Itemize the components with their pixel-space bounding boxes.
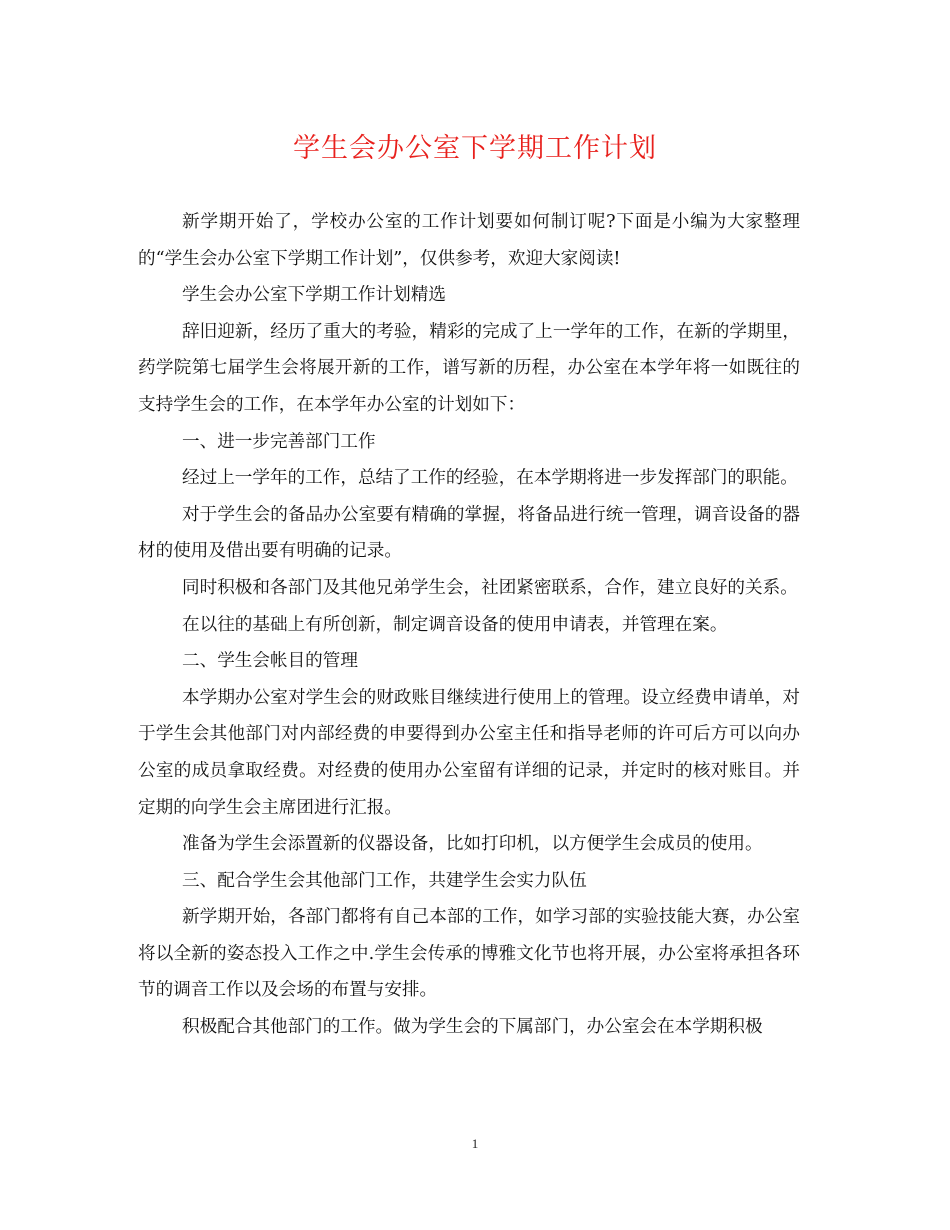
paragraph: 新学期开始，各部门都将有自己本部的工作，如学习部的实验技能大赛，办公室将以全新的姿态投入工作之中.学生会传承的博雅文化节也将开展，办公室将承担各环节的调音工作以及会场的布置与安排。 [138,907,800,1001]
paragraph: 同时积极和各部门及其他兄弟学生会，社团紧密联系，合作，建立良好的关系。 [182,577,798,598]
page-number: 1 [471,1136,479,1151]
paragraph: 本学期办公室对学生会的财政账目继续进行使用上的管理。设立经费申请单，对于学生会其他部门对内部经费的申要得到办公室主任和指导老师的许可后方可以向办公室的成员拿取经费。对经费的使用办公室留有详细的记录，并定时的核对账目。并定期的向学生会主席团进行汇报。 [138,687,800,818]
section-heading-1: 一、进一步完善部门工作 [182,431,376,452]
document-body [138,204,800,1046]
paragraph-intro: 新学期开始了，学校办公室的工作计划要如何制订呢?下面是小编为大家整理的“学生会办公室下学期工作计划”，仅供参考，欢迎大家阅读! [138,212,800,269]
document-title: 学生会办公室下学期工作计划 [293,133,657,164]
section-heading-2: 二、学生会帐目的管理 [182,651,358,672]
paragraph: 准备为学生会添置新的仪器设备，比如打印机，以方便学生会成员的使用。 [182,834,763,855]
paragraph: 经过上一学年的工作，总结了工作的经验，在本学期将进一步发挥部门的职能。 [182,468,798,489]
paragraph: 在以往的基础上有所创新，制定调音设备的使用申请表，并管理在案。 [182,614,728,635]
paragraph-preface: 辞旧迎新，经历了重大的考验，精彩的完成了上一学年的工作，在新的学期里，药学院第七届学生会将展开新的工作，谱写新的历程，办公室在本学年将一如既往的支持学生会的工作，在本学年办公室的计划如下： [138,321,800,415]
paragraph-subtitle: 学生会办公室下学期工作计划精选 [182,285,446,306]
paragraph: 对于学生会的备品办公室要有精确的掌握，将备品进行统一管理，调音设备的器材的使用及借出要有明确的记录。 [138,504,800,562]
paragraph: 积极配合其他部门的工作。做为学生会的下属部门，办公室会在本学期积极 [182,1017,763,1038]
section-heading-3: 三、配合学生会其他部门工作，共建学生会实力队伍 [182,870,587,891]
